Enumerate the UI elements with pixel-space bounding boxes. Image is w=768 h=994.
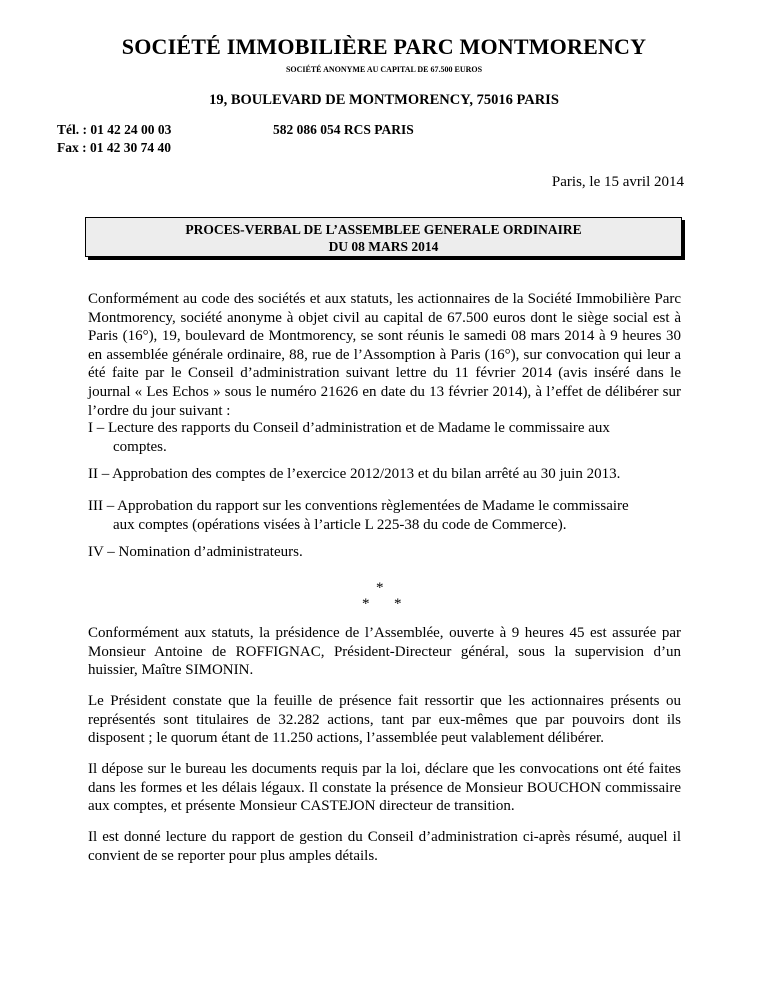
- title-line-2: DU 08 MARS 2014: [328, 239, 439, 254]
- agenda-item-continuation: comptes.: [113, 438, 167, 455]
- company-name: SOCIÉTÉ IMMOBILIÈRE PARC MONTMORENCY: [121, 34, 647, 59]
- agenda-item-line: II – Approbation des comptes de l’exercice 2012/2013 et du bilan arrêté au 30 juin 2013.: [88, 466, 621, 482]
- body-paragraph: Le Président constate que la feuille de présence fait ressortir que les actionnaires présents ou représentés sont titulaires de 32.282 actions, tant par eux-mêmes que par pouvoirs dont ils disposent ; le quorum étant de 11.250 actions, l’assemblée peut valablement délibérer.: [88, 693, 681, 747]
- body-paragraph: Conformément aux statuts, la présidence de l’Assemblée, ouverte à 9 heures 45 est assurée par Monsieur Antoine de ROFFIGNAC, Président-Directeur général, sous la supervision d’un huissier, Maître SIMONIN.: [88, 625, 681, 679]
- company-subtitle: SOCIÉTÉ ANONYME AU CAPITAL DE 67.500 EUROS: [285, 65, 483, 74]
- agenda-item: [88, 497, 681, 534]
- agenda-item: [88, 419, 681, 456]
- agenda-item: [88, 465, 681, 484]
- agenda-item-line: III – Approbation du rapport sur les conventions règlementées de Madame le commissaire: [88, 498, 629, 514]
- body-paragraph: Il dépose sur le bureau les documents requis par la loi, déclare que les convocations ont été faites dans les formes et les délais légaux. Il constate la présence de Monsieur BOUCHON commissaire aux comptes, et présente Monsieur CASTEJON directeur de transition.: [88, 761, 681, 815]
- body-paragraph: Il est donné lecture du rapport de gestion du Conseil d’administration ci-après résumé, auquel il convient de se reporter pour plus amples détails.: [88, 829, 681, 864]
- company-address: 19, BOULEVARD DE MONTMORENCY, 75016 PARIS: [209, 92, 559, 108]
- agenda-item-line: IV – Nomination d’administrateurs.: [88, 544, 303, 560]
- agenda-item-line: I – Lecture des rapports du Conseil d’administration et de Madame le commissaire aux: [88, 420, 610, 436]
- separator-star: *: [394, 596, 402, 612]
- intro-paragraph: Conformément au code des sociétés et aux statuts, les actionnaires de la Société Immobilière Parc Montmorency, société anonyme à objet civil au capital de 67.500 euros dont le siège social est à Paris (16°), 19, boulevard de Montmorency, se sont réunis le samedi 08 mars 2014 à 9 heures 30 en assemblée générale ordinaire, 88, rue de l’Assomption à Paris (16°), sur convocation qui leur a été faite par le Conseil d’administration suivant lettre du 11 février 2014 (avis inséré dans le journal « Les Echos » sous le numéro 21626 en date du 13 février 2014), à l’effet de délibérer sur l’ordre du jour suivant :: [88, 291, 681, 419]
- separator-star: *: [362, 596, 370, 612]
- title-line-1: PROCES-VERBAL DE L’ASSEMBLEE GENERALE ORDINAIRE: [185, 222, 582, 237]
- agenda-item-continuation: aux comptes (opérations visées à l’article L 225-38 du code de Commerce).: [113, 516, 567, 533]
- rcs-number: 582 086 054 RCS PARIS: [273, 122, 414, 137]
- date-line: Paris, le 15 avril 2014: [551, 174, 684, 190]
- separator-star: *: [376, 580, 384, 596]
- fax: Fax : 01 42 30 74 40: [57, 140, 171, 155]
- telephone: Tél. : 01 42 24 00 03: [57, 122, 172, 137]
- agenda-item: [88, 543, 681, 562]
- title-box: [85, 217, 682, 257]
